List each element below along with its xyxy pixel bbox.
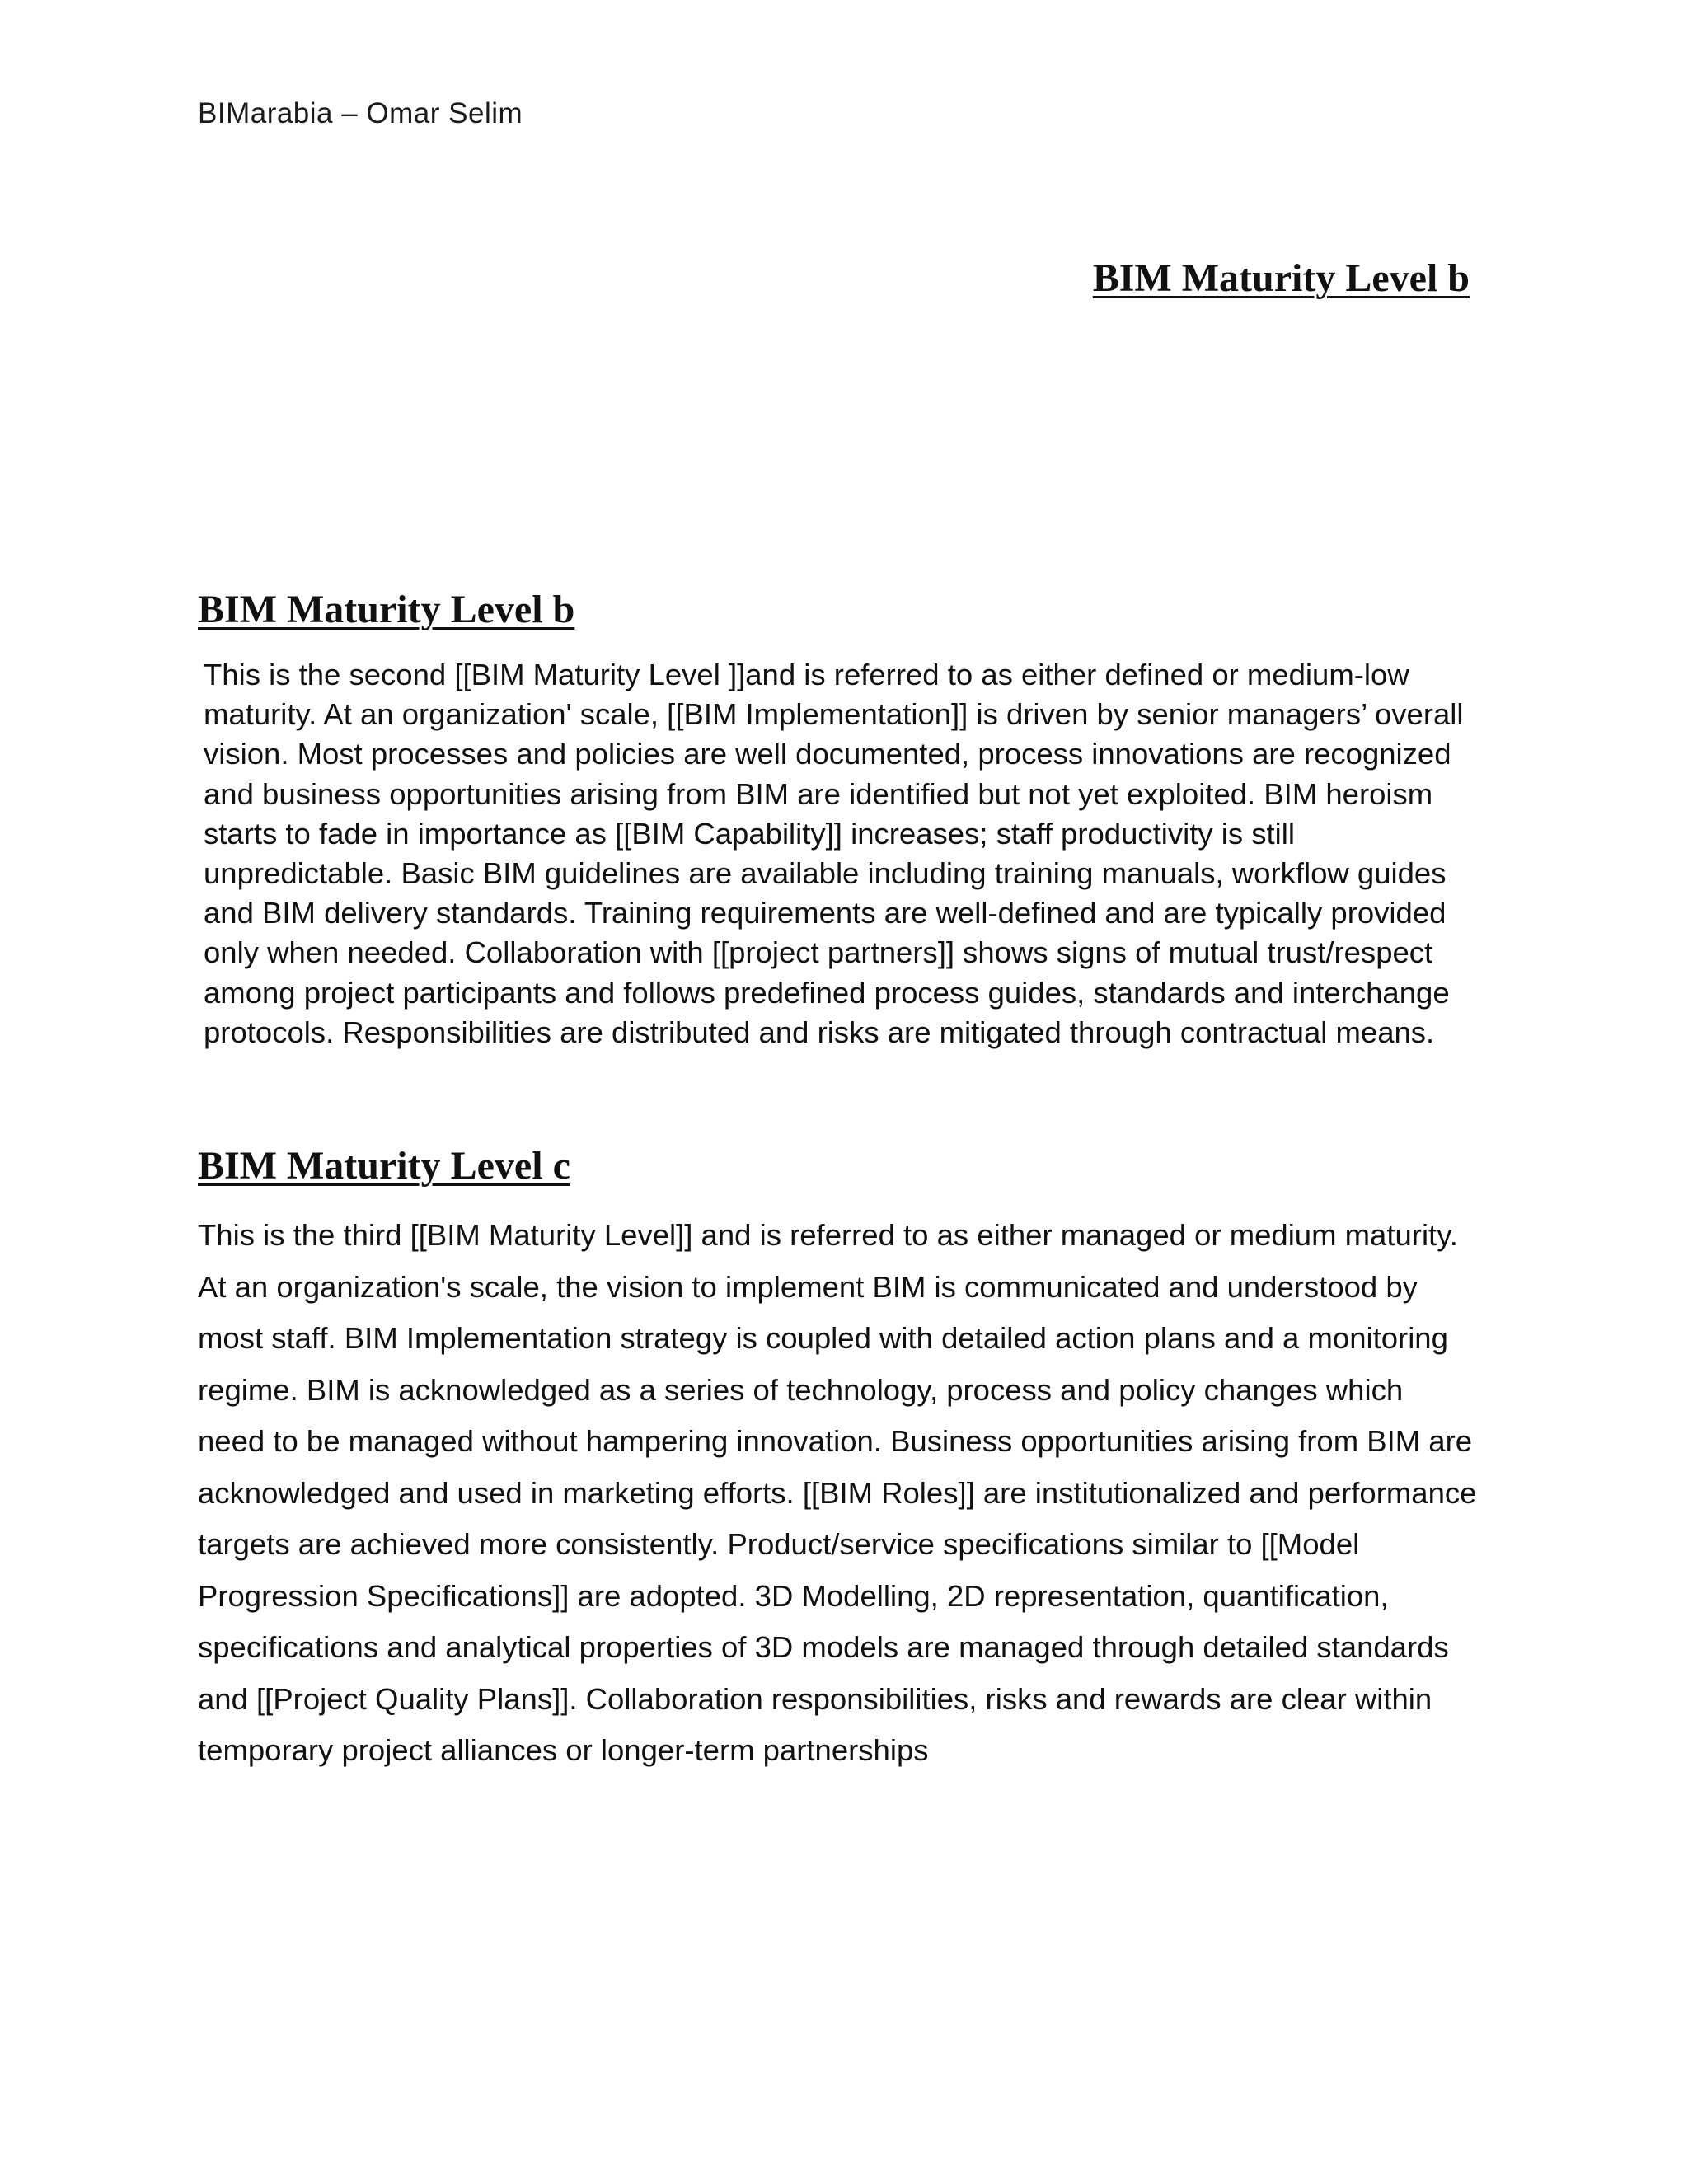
page-title: BIM Maturity Level b: [1092, 256, 1470, 300]
section-body-level-b: [204, 655, 1473, 1052]
paragraph-line: Progression Specifications]] are adopted. 3D Modelling, 2D representation, quantification,: [198, 1578, 1389, 1613]
paragraph-line: This is the third [[BIM Maturity Level]] and is referred to as either managed or medium maturity.: [198, 1218, 1458, 1252]
section-heading-level-c: BIM Maturity Level c: [198, 1144, 570, 1188]
paragraph-line: This is the second [[BIM Maturity Level ]]and is referred to as either defined or medium-low: [204, 658, 1409, 691]
paragraph-line: acknowledged and used in marketing efforts. [[BIM Roles]] are institutionalized and performance: [198, 1475, 1477, 1510]
paragraph-line: among project participants and follows predefined process guides, standards and interchange: [204, 975, 1450, 1010]
paragraph-line: maturity. At an organization' scale, [[BIM Implementation]] is driven by senior managers’ overall: [204, 697, 1464, 732]
paragraph-line: vision. Most processes and policies are well documented, process innovations are recognized: [204, 737, 1451, 771]
paragraph-line: regime. BIM is acknowledged as a series of technology, process and policy changes which: [198, 1372, 1404, 1407]
running-header: BIMarabia – Omar Selim: [198, 97, 523, 129]
paragraph-line: specifications and analytical properties of 3D models are managed through detailed standards: [198, 1630, 1449, 1664]
paragraph-line: and [[Project Quality Plans]]. Collaboration responsibilities, risks and rewards are clear within: [198, 1681, 1432, 1716]
section-body-level-c: [198, 1210, 1492, 1777]
paragraph-line: most staff. BIM Implementation strategy is coupled with detailed action plans and a monitoring: [198, 1321, 1448, 1355]
paragraph-line: and business opportunities arising from BIM are identified but not yet exploited. BIM heroism: [204, 776, 1433, 811]
paragraph-line: temporary project alliances or longer-term partnerships: [198, 1733, 929, 1767]
paragraph-line: At an organization's scale, the vision to implement BIM is communicated and understood by: [198, 1269, 1418, 1304]
paragraph-line: targets are achieved more consistently. Product/service specifications similar to [[Model: [198, 1527, 1360, 1561]
paragraph-line: only when needed. Collaboration with [[project partners]] shows signs of mutual trust/respect: [204, 935, 1433, 970]
paragraph-line: starts to fade in importance as [[BIM Capability]] increases; staff productivity is still: [204, 816, 1295, 851]
paragraph-line: and BIM delivery standards. Training requirements are well-defined and are typically provided: [204, 896, 1447, 930]
section-heading-level-b: BIM Maturity Level b: [198, 588, 575, 631]
paragraph-line: protocols. Responsibilities are distributed and risks are mitigated through contractual means.: [204, 1015, 1435, 1049]
paragraph-line: need to be managed without hampering innovation. Business opportunities arising from BIM are: [198, 1424, 1473, 1458]
paragraph-line: unpredictable. Basic BIM guidelines are available including training manuals, workflow guides: [204, 856, 1447, 891]
